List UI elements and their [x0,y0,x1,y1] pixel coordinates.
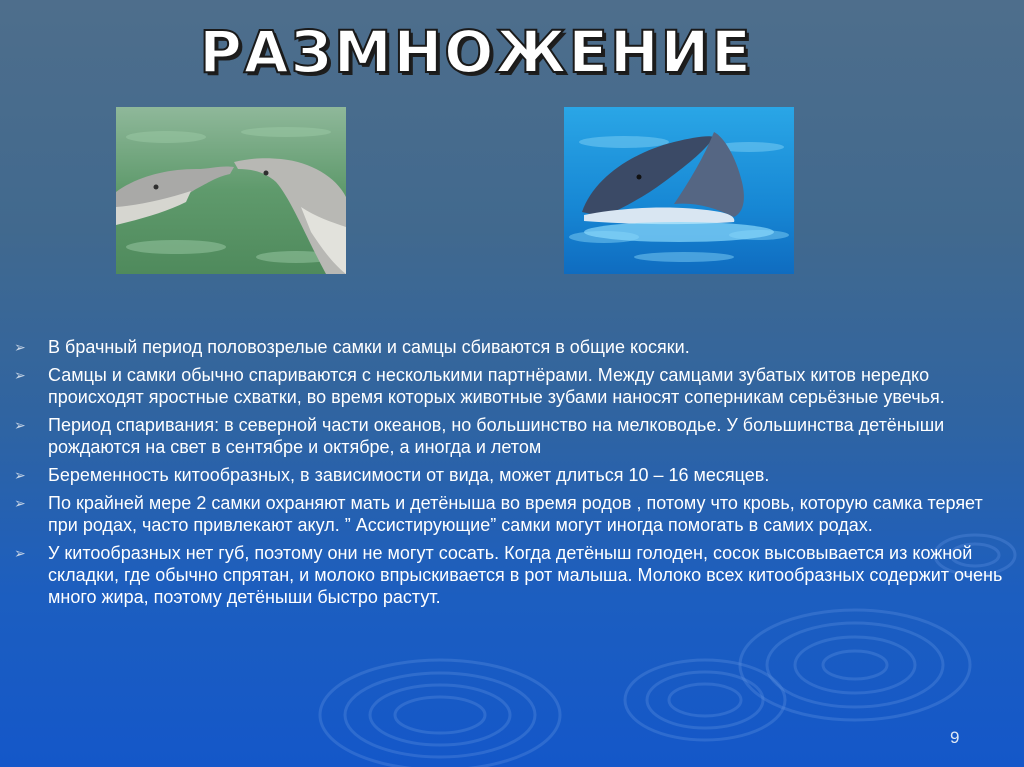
bullet-text: У китообразных нет губ, поэтому они не могут сосать. Когда детёныш голоден, сосок высовывается из кожной складки, где обычно спрятан, и молоко впрыскивается в рот малыша. Молоко всех китообразных содержит очень много жира, поэтому детёныши быстро растут. [48,543,1003,607]
bullet-item [14,336,1014,358]
bullet-item [14,492,1014,536]
bullet-arrow-icon: ➢ [14,495,26,511]
bullet-item [14,542,1014,608]
bullet-arrow-icon: ➢ [14,467,26,483]
bullet-list [14,336,1014,614]
bullet-item [14,414,1014,458]
bullet-item [14,464,1014,486]
dolphins-kissing-photo [116,107,346,274]
bullet-text: По крайней мере 2 самки охраняют мать и детёныша во время родов , потому что кровь, которую самка теряет при родах, часто привлекают акул. ” Ассистирующие” самки могут иногда помогать в самих родах. [48,493,983,535]
bullet-text: Беременность китообразных, в зависимости от вида, может длиться 10 – 16 месяцев. [48,465,770,485]
bullet-arrow-icon: ➢ [14,545,26,561]
bullet-arrow-icon: ➢ [14,339,26,355]
bullet-text: Самцы и самки обычно спариваются с несколькими партнёрами. Между самцами зубатых китов нередко происходят яростные схватки, во время которых животные зубами наносят соперникам серьёзные увечья. [48,365,945,407]
dolphins-mating-photo [564,107,794,274]
bullet-arrow-icon: ➢ [14,417,26,433]
slide-title: РАЗМНОЖЕНИЕ [199,18,753,86]
bullet-text: Период спаривания: в северной части океанов, но большинство на мелководье. У большинства детёныши рождаются на свет в сентябре и октябре, а иногда и летом [48,415,945,457]
bullet-arrow-icon: ➢ [14,367,26,383]
bullet-item [14,364,1014,408]
page-number: 9 [950,728,960,747]
bullet-text: В брачный период половозрелые самки и самцы сбиваются в общие косяки. [48,337,690,357]
